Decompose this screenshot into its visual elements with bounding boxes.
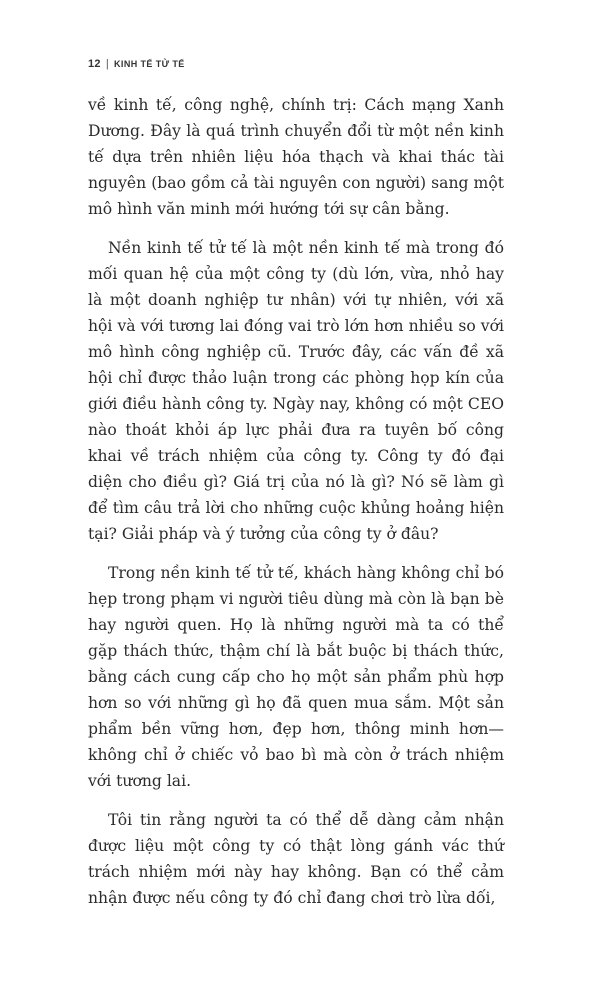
paragraph-2: Nền kinh tế tử tế là một nền kinh tế mà trong đó mối quan hệ của một công ty (dù lớn, vừa, nhỏ hay là một doanh nghiệp tư nhân) với tự nhiên, với xã hội và với tương lai đóng vai trò lớn hơn nhiều so với mô hình công nghiệp cũ. Trước đây, các vấn đề xã hội chỉ được thảo luận trong các phòng họp kín của giới điều hành công ty. Ngày nay, không có một CEO nào thoát khỏi áp lực phải đưa ra tuyên bố công khai về trách nhiệm của công ty. Công ty đó đại diện cho điều gì? Giá trị của nó là gì? Nó sẽ làm gì để tìm câu trả lời cho những cuộc khủng hoảng hiện tại? Giải pháp và ý tưởng của công ty ở đâu? bbox=[88, 239, 504, 543]
book-title: KINH TẾ TỬ TẾ bbox=[114, 59, 185, 69]
header-separator: | bbox=[105, 58, 110, 70]
running-header bbox=[88, 57, 185, 71]
paragraph-4: Tôi tin rằng người ta có thể dễ dàng cảm nhận được liệu một công ty có thật lòng gánh vác thứ trách nhiệm mới này hay không. Bạn có thể cảm nhận được nếu công ty đó chỉ đang chơi trò lừa dối, bbox=[88, 811, 504, 907]
body-text bbox=[88, 92, 504, 911]
paragraph-3: Trong nền kinh tế tử tế, khách hàng không chỉ bó hẹp trong phạm vi người tiêu dùng mà còn là bạn bè hay người quen. Họ là những người mà ta có thể gặp thách thức, thậm chí là bắt buộc bị thách thức, bằng cách cung cấp cho họ một sản phẩm phù hợp hơn so với những gì họ đã quen mua sắm. Một sản phẩm bền vững hơn, đẹp hơn, thông minh hơn—không chỉ ở chiếc vỏ bao bì mà còn ở trách nhiệm với tương lai. bbox=[88, 564, 504, 790]
page-number: 12 bbox=[88, 58, 101, 70]
paragraph-1: về kinh tế, công nghệ, chính trị: Cách mạng Xanh Dương. Đây là quá trình chuyển đổi từ một nền kinh tế dựa trên nhiên liệu hóa thạch và khai thác tài nguyên (bao gồm cả tài nguyên con người) sang một mô hình văn minh mới hướng tới sự cân bằng. bbox=[88, 96, 504, 218]
